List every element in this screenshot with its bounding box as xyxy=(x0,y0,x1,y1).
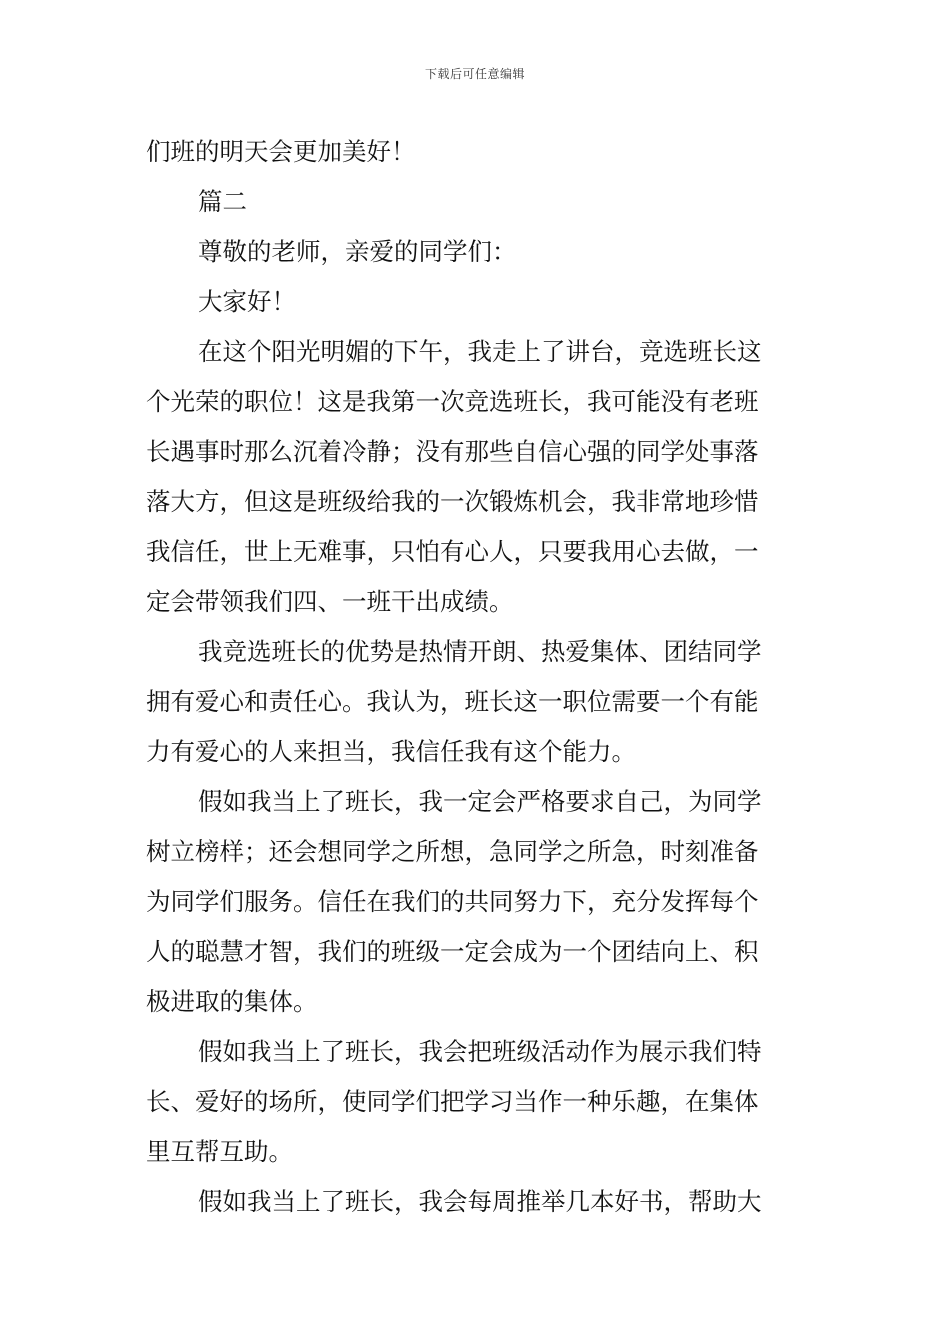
text-line: 个光荣的职位！这是我第一次竞选班长，我可能没有老班 xyxy=(146,387,759,416)
text-line: 拥有爱心和责任心。我认为，班长这一职位需要一个有能 xyxy=(146,687,759,716)
text-line: 长遇事时那么沉着冷静；没有那些自信心强的同学处事落 xyxy=(146,437,759,466)
text-line: 们班的明天会更加美好！ xyxy=(146,137,416,166)
document-body xyxy=(146,127,810,1227)
text-line: 极进取的集体。 xyxy=(146,987,318,1016)
text-line: 落大方，但这是班级给我的一次锻炼机会，我非常地珍惜 xyxy=(146,487,759,516)
text-line: 假如我当上了班长，我会把班级活动作为展示我们特 xyxy=(198,1037,762,1066)
text-line: 在这个阳光明媚的下午，我走上了讲台，竞选班长这 xyxy=(198,337,762,366)
text-line: 篇二 xyxy=(198,187,247,216)
text-line: 长、爱好的场所，使同学们把学习当作一种乐趣，在集体 xyxy=(146,1087,759,1116)
text-line: 人的聪慧才智，我们的班级一定会成为一个团结向上、积 xyxy=(146,937,759,966)
text-line: 假如我当上了班长，我一定会严格要求自己，为同学 xyxy=(198,787,762,816)
text-line: 定会带领我们四、一班干出成绩。 xyxy=(146,587,514,616)
text-line: 为同学们服务。信任在我们的共同努力下，充分发挥每个 xyxy=(146,887,759,916)
text-line: 树立榜样；还会想同学之所想，急同学之所急，时刻准备 xyxy=(146,837,759,866)
text-line: 我竞选班长的优势是热情开朗、热爱集体、团结同学 xyxy=(198,637,762,666)
text-line: 假如我当上了班长，我会每周推举几本好书，帮助大 xyxy=(198,1187,762,1216)
text-line: 我信任，世上无难事，只怕有心人，只要我用心去做，一 xyxy=(146,537,759,566)
text-line: 里互帮互助。 xyxy=(146,1137,293,1166)
text-line: 力有爱心的人来担当，我信任我有这个能力。 xyxy=(146,737,636,766)
text-line: 尊敬的老师，亲爱的同学们： xyxy=(198,237,517,266)
page-header: 下载后可任意编辑 xyxy=(424,67,525,81)
text-line: 大家好！ xyxy=(198,287,296,316)
